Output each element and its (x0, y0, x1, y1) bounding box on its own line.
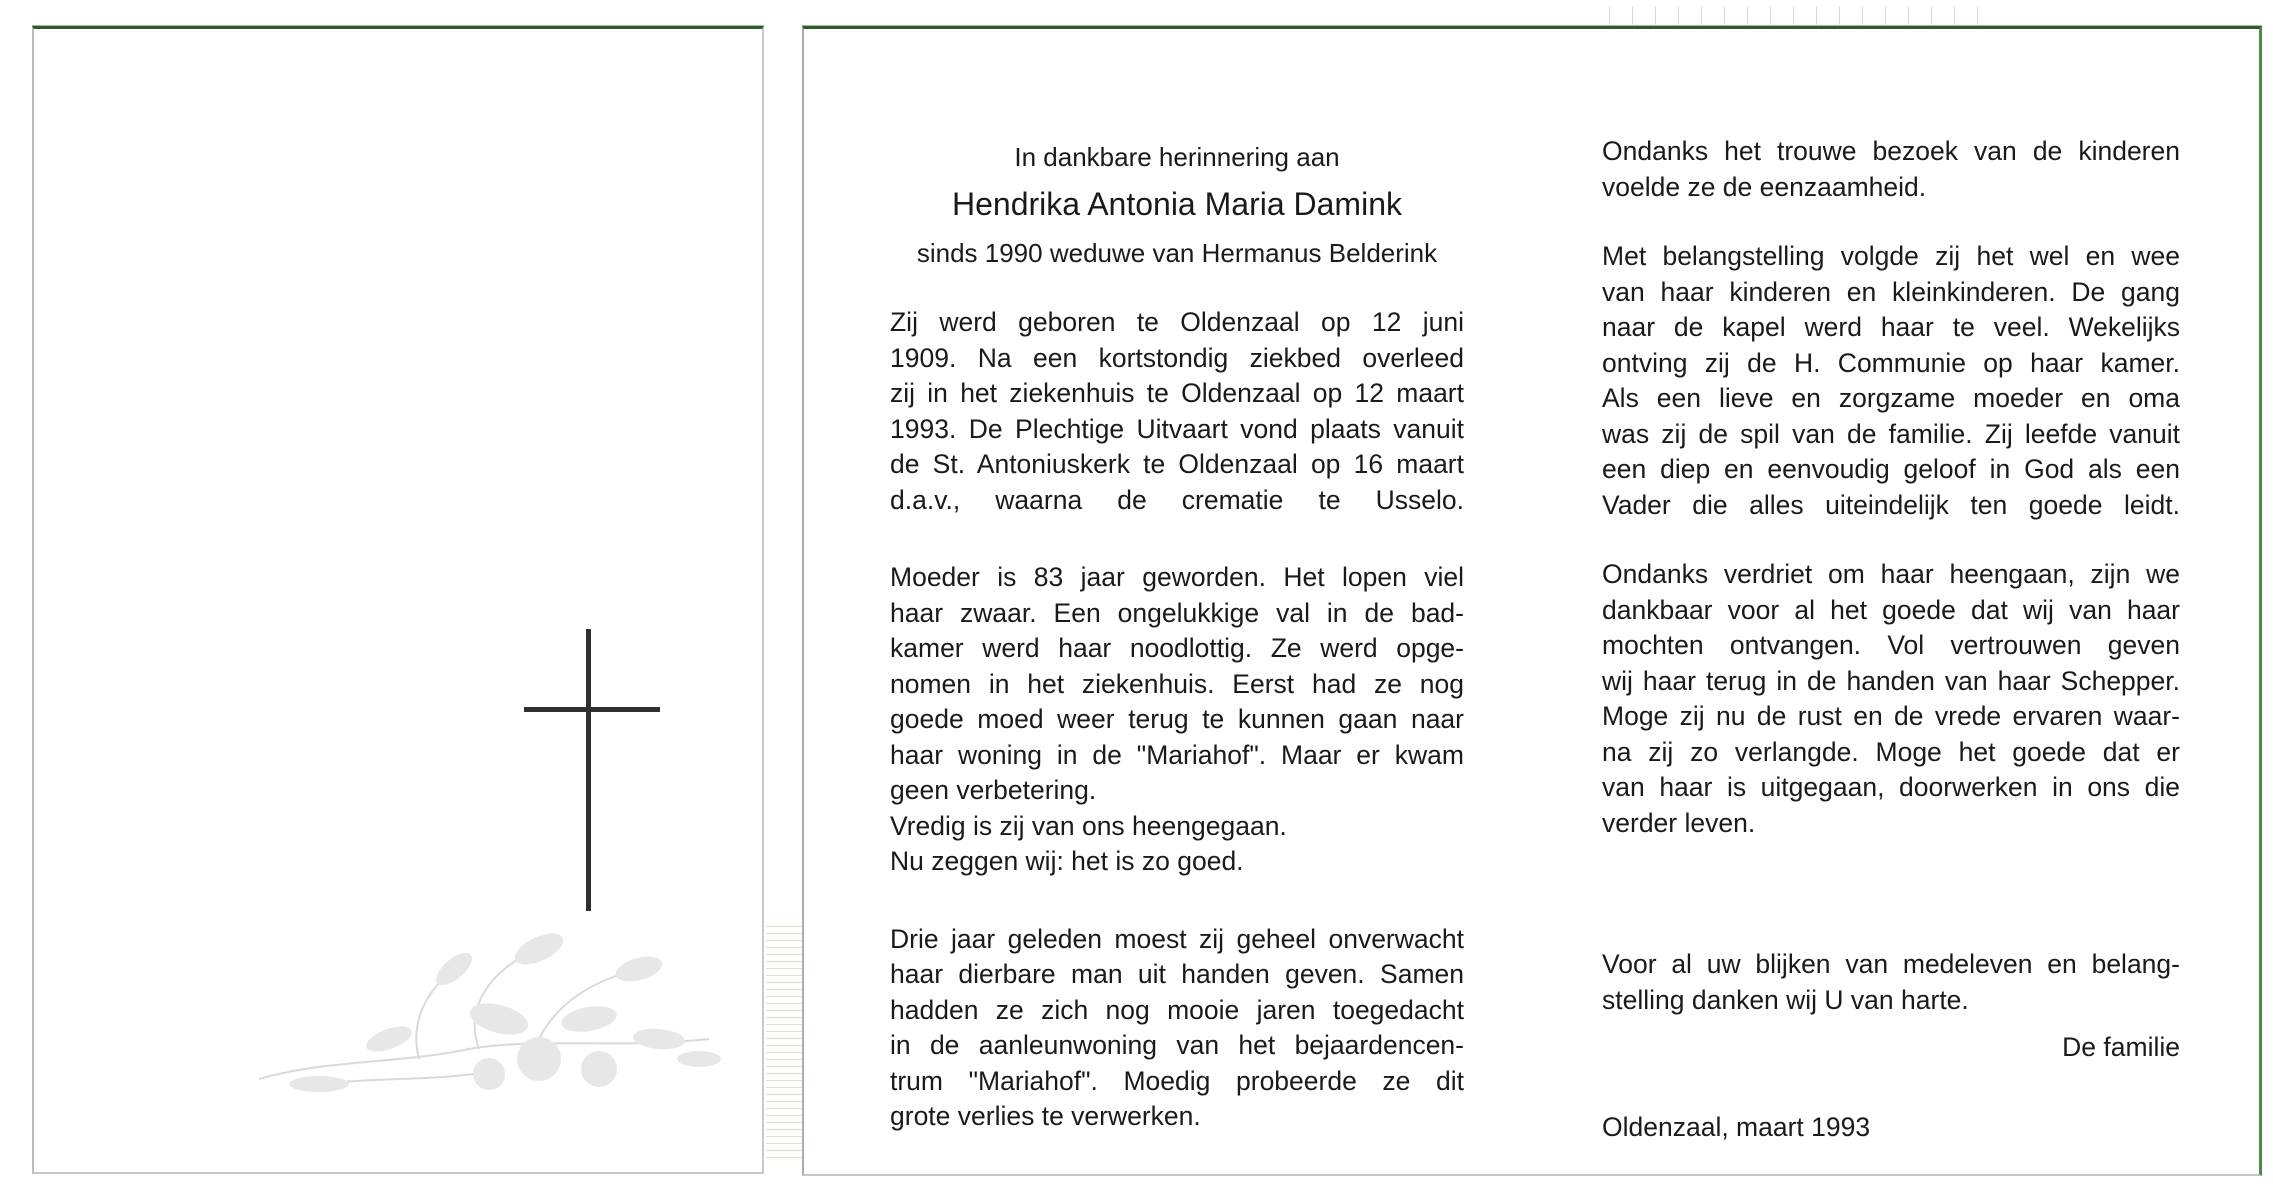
cross-icon (524, 629, 660, 911)
flowers-icon (239, 889, 729, 1139)
left-text-column (890, 140, 1464, 1135)
birth-paragraph: Zij werd geboren te Oldenzaal op 12 juni 1909. Na een kortstondig ziekbed overleed zij in het ziekenhuis te Oldenzaal op 12 maart 1993. De Plechtige Uitvaart vond plaats vanuit de St. Antoniuskerk te Oldenzaal op 16 maart d.a.v., waarna de crematie te Usselo. (890, 307, 1464, 515)
signature: De familie (2062, 1032, 2180, 1062)
thanks-paragraph: Voor al uw blijken van medeleven en belang- stelling danken wij U van harte. (1602, 949, 2180, 1015)
deceased-name: Hendrika Antonia Maria Damink (952, 185, 1402, 222)
right-text-column (1602, 134, 2180, 1145)
scan-edge-noise (1600, 6, 2000, 26)
place-date: Oldenzaal, maart 1993 (1602, 1111, 1871, 1142)
mother-paragraph: Moeder is 83 jaar geworden. Het lopen viel haar zwaar. Een ongelukkige val in de bad- kamer werd haar noodlottig. Ze werd opge- nomen in het ziekenhuis. Eerst had ze nog goede moed weer terug te kunnen gaan naar haar woning in de "Mariahof". Maar er kwam geen verbetering. Vredig is zij van ons heengegaan. Nu zeggen wij: het is zo goed. (890, 562, 1464, 876)
heading: In dankbare herinnering aan (1014, 142, 1340, 172)
grief-paragraph: Ondanks verdriet om haar heengaan, zijn we dankbaar voor al het goede dat wij van haar mochten ontvangen. Vol vertrouwen geven wij haar terug in de handen van haar Schepper. Moge zij nu de rust en de vrede ervaren waar- na zij zo verlangde. Moge het goede dat er van haar is uitgegaan, doorwerken in ons die verder leven. (1602, 559, 2180, 838)
visits-paragraph: Ondanks het trouwe bezoek van de kinderen voelde ze de eenzaamheid. (1602, 136, 2180, 202)
husband-paragraph: Drie jaar geleden moest zij geheel onverwacht haar dierbare man uit handen geven. Samen hadden ze zich nog mooie jaren toegedacht in de aanleunwoning van het bejaardencen- trum "Mariahof". Moedig probeerde ze dit grote verlies te verwerken. (890, 923, 1464, 1131)
card-front-panel (32, 26, 764, 1174)
interest-paragraph: Met belangstelling volgde zij het wel en wee van haar kinderen en kleinkinderen. De gang naar de kapel werd haar te veel. Wekelijks ontving zij de H. Communie op haar kamer. Als een lieve en zorgzame moeder en oma was zij de spil van de familie. Zij leefde vanuit een diep en eenvoudig geloof in God als een Vader die alles uiteindelijk ten goede leidt. (1602, 241, 2180, 520)
scan-green-strip (766, 920, 802, 1160)
widow-line: sinds 1990 weduwe van Hermanus Belderink (916, 237, 1438, 268)
